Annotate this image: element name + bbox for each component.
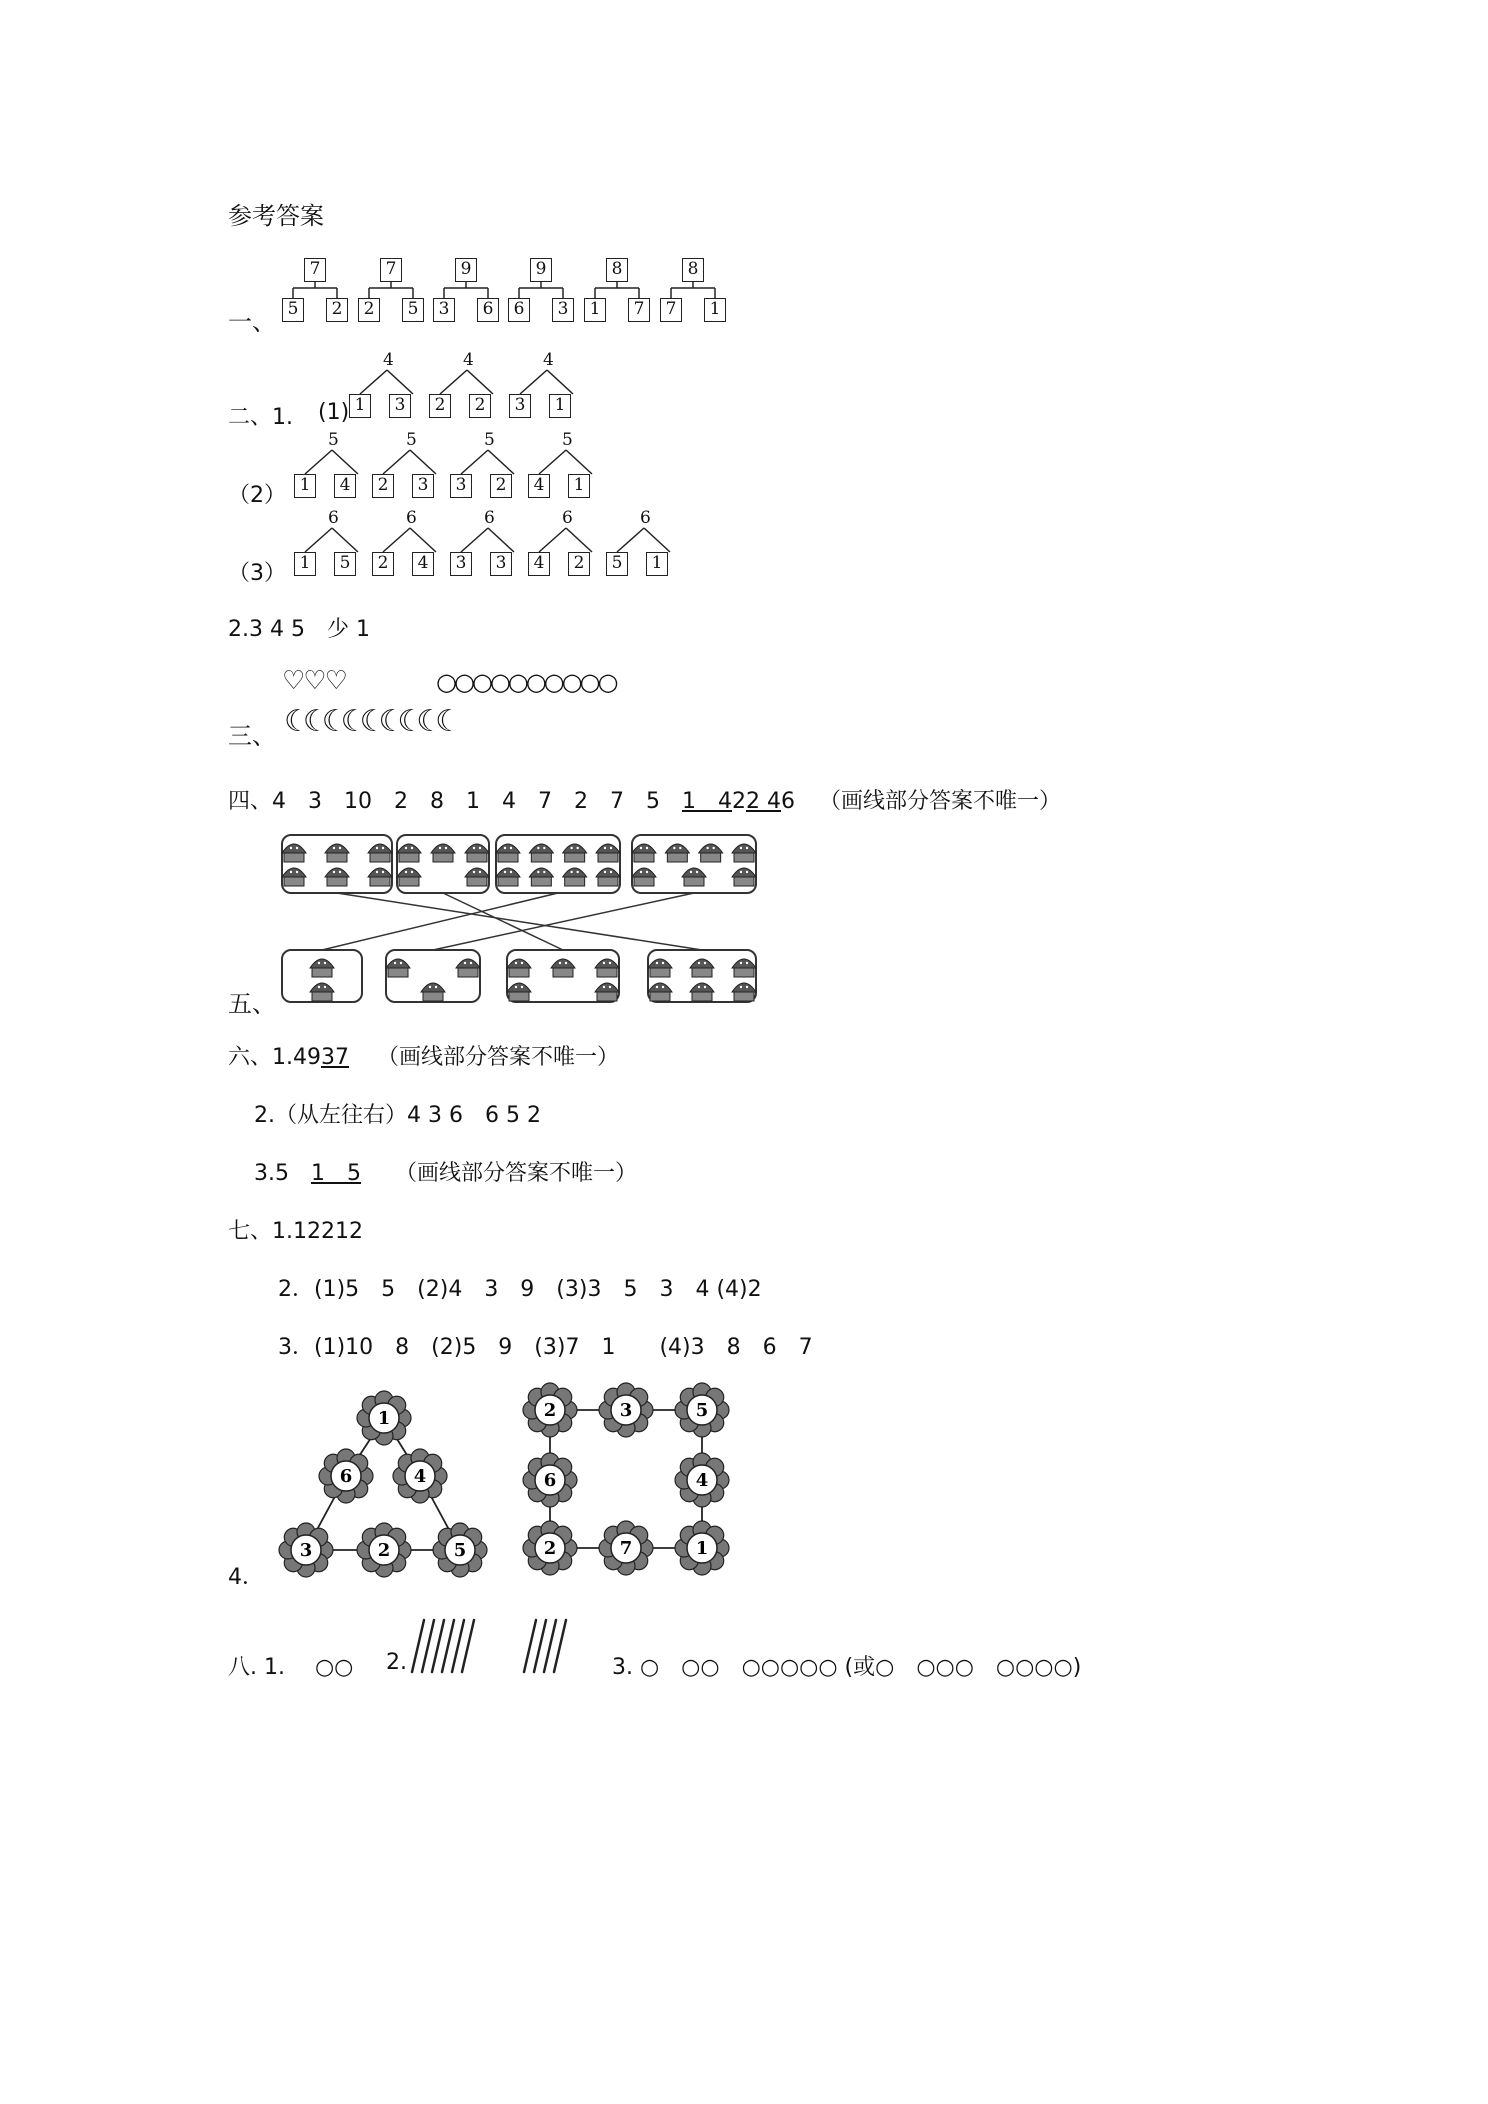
- bond-left-box: 2: [429, 394, 451, 418]
- section-6-line2: 2.（从左往右）4 3 6 6 5 2: [254, 1103, 541, 1128]
- flower-icon: [523, 1383, 577, 1437]
- section-4-note: （画线部分答案不唯一）: [818, 789, 1061, 814]
- bond-left-box: 1: [349, 394, 371, 418]
- bond-right-box: 3: [389, 394, 411, 418]
- bond-right-box: 5: [402, 298, 424, 322]
- bond-top-number: 4: [543, 350, 554, 370]
- circles-row: ○○○○○○○○○○: [436, 668, 616, 696]
- flower-number: 5: [695, 1400, 709, 1421]
- bond-right-box: 1: [646, 552, 668, 576]
- flower-icon: [675, 1383, 729, 1437]
- flower-icon: [357, 1391, 411, 1445]
- bond-left-box: 1: [294, 474, 316, 498]
- section-6-line1-prefix: 六、1.49: [228, 1045, 321, 1070]
- flower-icon: [599, 1383, 653, 1437]
- flower-number: 7: [619, 1538, 633, 1559]
- bond-top-number: 5: [328, 430, 339, 450]
- bond-top-box: 9: [530, 258, 552, 282]
- bond-right-box: 7: [628, 298, 650, 322]
- bond-top-number: 5: [562, 430, 573, 450]
- bond-top-number: 6: [562, 508, 573, 528]
- bond-top-box: 8: [606, 258, 628, 282]
- section-3-label: 三、: [228, 722, 276, 750]
- bond-left-box: 3: [450, 474, 472, 498]
- flower-number: 6: [543, 1470, 557, 1491]
- flower-number: 1: [695, 1538, 709, 1559]
- bond-right-box: 2: [490, 474, 512, 498]
- bond-right-box: 3: [412, 474, 434, 498]
- flower-icon: [599, 1521, 653, 1575]
- flower-icon: [523, 1453, 577, 1507]
- bond-top-box: 7: [304, 258, 326, 282]
- flower-icon: [393, 1449, 447, 1503]
- bond-right-box: 4: [412, 552, 434, 576]
- bond-right-box: 1: [704, 298, 726, 322]
- hearts-row: ♡♡♡: [282, 666, 346, 696]
- flower-number: 1: [377, 1408, 391, 1429]
- section-2-sub2-label: （2）: [228, 483, 286, 508]
- bond-top-box: 8: [682, 258, 704, 282]
- bond-top-box: 9: [455, 258, 477, 282]
- flower-number: 5: [453, 1540, 467, 1561]
- flower-number: 6: [339, 1466, 353, 1487]
- bond-top-box: 7: [380, 258, 402, 282]
- flower-icon: [319, 1449, 373, 1503]
- flower-number: 2: [543, 1538, 557, 1559]
- bond-top-number: 6: [484, 508, 495, 528]
- section-8-part1: [228, 1650, 353, 1681]
- bond-top-number: 4: [463, 350, 474, 370]
- bond-top-number: 6: [328, 508, 339, 528]
- bond-right-box: 3: [552, 298, 574, 322]
- bond-left-box: 2: [372, 552, 394, 576]
- flower-icon: [675, 1453, 729, 1507]
- section-2-line2: 2.3 4 5 少 1: [228, 617, 370, 642]
- section-2-sub3-label: （3）: [228, 561, 286, 586]
- section-6-line1-note: （画线部分答案不唯一）: [377, 1045, 620, 1070]
- section-6-line1-underlined: 37: [321, 1045, 349, 1070]
- section-4-mid: 2: [731, 789, 746, 814]
- bond-top-number: 5: [484, 430, 495, 450]
- flower-number: 3: [619, 1400, 633, 1421]
- section-7-line3: 3．(1)10 8 (2)5 9 (3)7 1 (4)3 8 6 7: [278, 1335, 813, 1360]
- bond-left-box: 2: [372, 474, 394, 498]
- flower-icon: [279, 1523, 333, 1577]
- bond-right-box: 2: [469, 394, 491, 418]
- flower-number: 2: [543, 1400, 557, 1421]
- bond-right-box: 2: [568, 552, 590, 576]
- flower-number: 2: [377, 1540, 391, 1561]
- bond-left-box: 5: [282, 298, 304, 322]
- bond-right-box: 4: [334, 474, 356, 498]
- bond-left-box: 6: [508, 298, 530, 322]
- bond-left-box: 3: [509, 394, 531, 418]
- section-6-line3-prefix: 3.5: [254, 1161, 311, 1186]
- flower-icon: [357, 1523, 411, 1577]
- bond-right-box: 1: [549, 394, 571, 418]
- flower-icon: [433, 1523, 487, 1577]
- section-6-line3-note: （画线部分答案不唯一）: [395, 1161, 638, 1186]
- bond-left-box: 4: [528, 552, 550, 576]
- flower-number: 4: [695, 1470, 709, 1491]
- bond-top-number: 6: [406, 508, 417, 528]
- section-7-line2: 2．(1)5 5 (2)4 3 9 (3)3 5 3 4 (4)2: [278, 1277, 762, 1302]
- flower-icon: [675, 1521, 729, 1575]
- flower-number: 4: [413, 1466, 427, 1487]
- flower-number: 3: [299, 1540, 313, 1561]
- section-4-values: 4 3 10 2 8 1 4 7 2 7 5: [272, 789, 682, 814]
- section-7-line4: 4．: [228, 1565, 264, 1590]
- bond-right-box: 3: [490, 552, 512, 576]
- section-8-part3: 3. ○ ○○ ○○○○○ (或○ ○○○ ○○○○): [612, 1655, 1082, 1680]
- bond-top-number: 6: [640, 508, 651, 528]
- bond-left-box: 7: [660, 298, 682, 322]
- page-title: 参考答案: [228, 202, 324, 230]
- section-4-underlined-2: 2 4: [745, 789, 781, 814]
- bond-left-box: 5: [606, 552, 628, 576]
- section-8-part1-value: ○○: [314, 1655, 354, 1680]
- bond-right-box: 1: [568, 474, 590, 498]
- bond-left-box: 1: [294, 552, 316, 576]
- bond-left-box: 3: [433, 298, 455, 322]
- section-8-part2-label: 2.: [386, 1650, 407, 1675]
- bond-left-box: 2: [358, 298, 380, 322]
- section-4-tail: 6: [780, 789, 795, 814]
- section-7-line1: 七、1.12212: [228, 1219, 363, 1244]
- bond-right-box: 5: [334, 552, 356, 576]
- bond-top-number: 4: [383, 350, 394, 370]
- bond-right-box: 2: [326, 298, 348, 322]
- bond-left-box: 4: [528, 474, 550, 498]
- section-4-underlined-1: 1 4: [681, 789, 732, 814]
- section-4-label: 四、: [228, 789, 273, 814]
- section-2-label: 二、1.: [228, 405, 293, 430]
- bond-left-box: 1: [584, 298, 606, 322]
- bond-right-box: 6: [477, 298, 499, 322]
- flower-icon: [523, 1521, 577, 1575]
- section-2-sub1-label: (1): [318, 400, 350, 425]
- section-8-part1-label: 八. 1.: [228, 1655, 285, 1680]
- moons-row: ☾☾☾☾☾☾☾☾☾: [284, 704, 455, 739]
- section-1-label: 一、: [228, 308, 276, 336]
- section-6-line3-underlined: 1 5: [311, 1161, 361, 1186]
- section-5-label: 五、: [228, 990, 276, 1018]
- bond-top-number: 5: [406, 430, 417, 450]
- bond-left-box: 3: [450, 552, 472, 576]
